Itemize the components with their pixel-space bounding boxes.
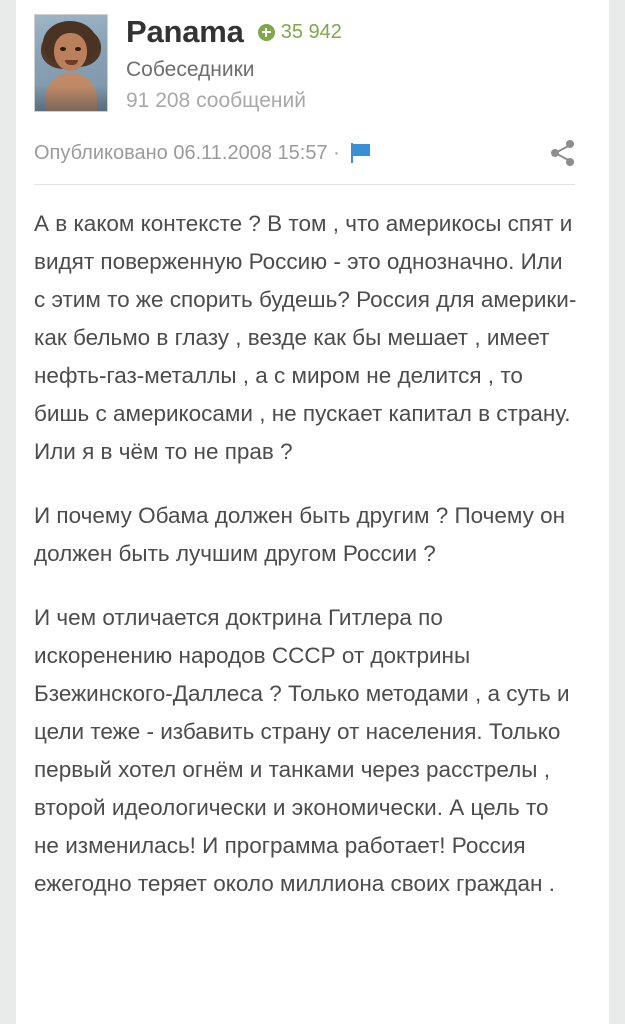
post-body: [16, 185, 609, 933]
author-username[interactable]: Panama: [126, 14, 244, 49]
karma-badge: [258, 21, 342, 44]
post-paragraph: А в каком контексте ? В том , что америкосы спят и видят поверженную Россию - это однозначно. Или с этим то же спорить будешь? Россия для америки- как бельмо в глазу , везде как бы мешает , имеет нефть-газ-металлы , а с миром не делится , то бишь с америкосами , не пускает капитал в страну. Или я в чём то не прав ?: [34, 211, 577, 464]
post-paragraph: И чем отличается доктрина Гитлера по искоренению народов СССР от доктрины Бзежинского-Даллеса ? Только методами , а суть и цели теже - избавить страну от населения. Только первый хотел огнём и танками через расстрелы , второй идеологически и экономически. А цель то не изменилась! И программа работает! Россия ежегодно теряет около миллиона своих граждан .: [34, 605, 570, 896]
plus-circle-icon: [258, 24, 275, 41]
author-message-count: 91 208 сообщений: [126, 89, 306, 112]
avatar-face: [54, 33, 87, 71]
share-node-bottom: [566, 158, 574, 166]
page-right-margin: [609, 0, 625, 1024]
post-meta-row: [16, 114, 609, 166]
post-header: [16, 0, 609, 114]
post-card: [16, 0, 609, 1024]
avatar-shadow: [35, 85, 107, 111]
page-left-margin: [0, 0, 16, 1024]
karma-value: 35 942: [280, 20, 342, 43]
author-group-label: Собеседники: [126, 58, 255, 81]
post-published-text: Опубликовано 06.11.2008 15:57 ·: [34, 141, 340, 164]
share-icon[interactable]: [551, 140, 575, 166]
author-info: [108, 14, 589, 114]
post-paragraph: И почему Обама должен быть другим ? Почему он должен быть лучшим другом России ?: [34, 503, 566, 566]
author-title-row: [126, 14, 589, 50]
avatar-eye-right: [75, 47, 81, 51]
avatar-eye-left: [60, 47, 66, 51]
flag-icon[interactable]: [350, 143, 372, 163]
share-node-left: [551, 149, 559, 157]
flag-cloth: [353, 144, 370, 156]
post-published: [34, 142, 551, 165]
share-node-top: [566, 140, 574, 148]
avatar[interactable]: [34, 14, 108, 112]
